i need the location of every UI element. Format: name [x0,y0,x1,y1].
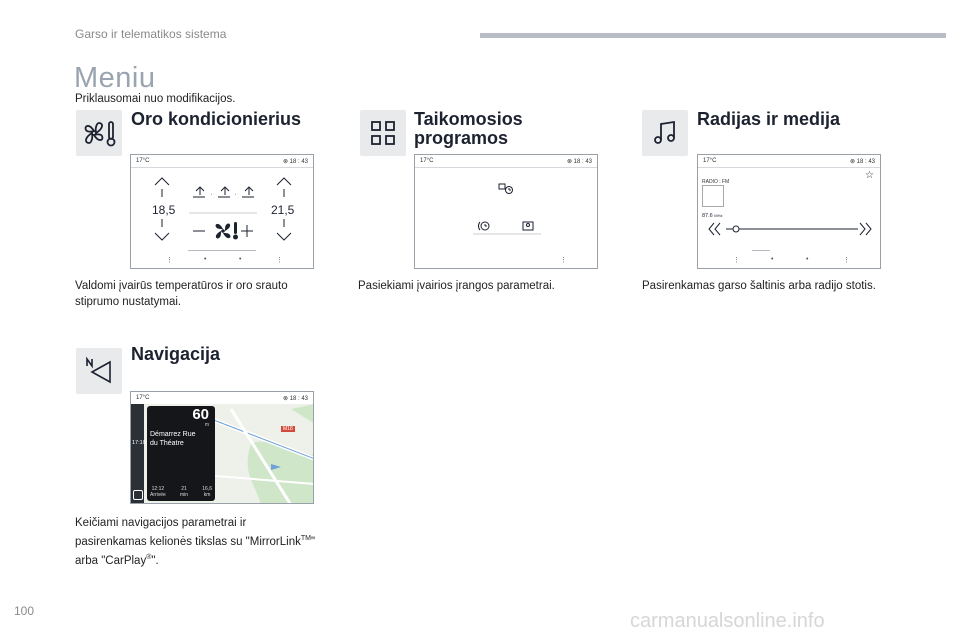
apps-description: Pasiekiami įvairios įrangos parametrai. [358,280,555,292]
contacts-icon [523,222,533,230]
clock: 18 : 43 [289,159,308,165]
outside-temperature: 17°C [420,158,434,164]
duration-label: min [180,492,189,498]
music-note-icon [652,120,678,146]
page-number: 100 [14,604,35,618]
slider-knob [733,226,739,232]
apps-screen [414,154,598,269]
nav-desc-line2 [75,531,355,550]
radio-band: RADIO : FM [702,179,730,185]
temp-right-up-icon [277,178,291,185]
radio-section-title: Radijas ir medija [697,109,841,129]
nav-dot: • [771,256,774,263]
apps-title-line1: Taikomosios [414,109,523,129]
gps-icon: ⊗ [282,159,288,165]
page-subtitle: Priklausomai nuo modifikacijos. [75,93,236,105]
outside-temperature: 17°C [136,158,150,164]
nav-desc-line3-text: arba "CarPlay [75,554,147,567]
climate-description: Valdomi įvairūs temperatūros ir oro srauto stiprumo nustatymai. [75,280,288,308]
carplay-home-button[interactable] [133,490,143,500]
watermark: carmanualsonline.info [630,610,825,632]
eta-value: 12:12 [151,486,165,492]
station-artwork [702,185,724,207]
radio-screen [697,154,881,269]
registered-mark: ® [146,553,152,561]
airflow-feet-icon [218,187,230,197]
turn-instruction-card [147,406,215,501]
temp-left-up-icon [155,178,169,185]
airflow-windshield-icon [242,187,254,197]
apps-section-title [414,110,523,148]
nav-dot: ⋮ [843,257,850,264]
climate-section-title: Oro kondicionierius [131,109,302,129]
temp-left-down-icon [155,233,169,240]
seek-forward-icon [860,223,871,235]
radio-unit: MHz [714,213,723,218]
radio-frequency: 87.6 [702,213,713,219]
nav-dot: ⋮ [276,257,283,264]
turn-distance-unit: m [204,422,209,428]
carplay-sidebar [131,404,144,503]
clock: 18 : 43 [289,396,308,402]
nav-desc-line2-text: pasirenkamas kelionės tikslas su "MirrorLink [75,535,301,548]
turn-street [150,430,196,448]
compass-arrow-icon [84,356,114,386]
temp-left-value: 18,5 [152,203,176,217]
temp-right-value: 21,5 [271,203,295,217]
outside-temperature: 17°C [703,158,717,164]
eta-label: Arrivée [150,492,166,498]
outside-temperature: 17°C [136,395,150,401]
navigation-section-icon [76,348,122,394]
navigation-screen [130,391,314,504]
gps-icon: ⊗ [566,159,572,165]
distance-label: km [203,492,211,498]
grid-icon [370,120,396,146]
svg-text:•: • [211,192,213,196]
radio-description: Pasirenkamas garso šaltinis arba radijo stotis. [642,280,876,292]
airflow-face-icon [193,187,205,197]
nav-desc-line3 [75,550,355,569]
climate-screen [130,154,314,269]
turn-distance: 60 [192,406,209,423]
vehicle-settings-icon [499,184,513,194]
nav-dot: ⋮ [166,257,173,264]
carplay-clock: 17:10 [132,440,146,446]
road-badge: M18 [283,426,293,432]
radio-section-icon [642,110,688,156]
seek-back-icon [709,223,720,235]
page-title: Meniu [74,62,156,94]
fan-thermometer-icon [81,118,117,148]
duration-value: 21 [181,486,187,492]
climate-section-icon [76,110,122,156]
nav-dot: ⋮ [560,257,567,264]
nav-dot: ⋮ [733,257,740,264]
apps-content[interactable] [415,167,598,257]
trip-summary [150,486,212,498]
favorite-star-icon[interactable]: ☆ [865,170,874,181]
gps-icon: ⊗ [849,159,855,165]
temp-right-down-icon [277,233,291,240]
chapter-header: Garso ir telematikos sistema [75,27,227,41]
apps-title-line2: programos [414,128,509,148]
street-line1: Démarrez Rue [150,431,196,438]
navigation-description [75,515,355,569]
connected-services-icon [478,222,489,230]
nav-desc-line2-end: " [310,535,316,548]
distance-value: 16,6 [202,486,212,492]
navigation-section-title: Navigacija [131,344,221,364]
nav-dot: • [806,256,809,263]
fan-icon [216,222,238,240]
nav-dot: • [204,256,207,263]
clock: 18 : 43 [856,159,875,165]
nav-desc-line3-end: ". [151,554,159,567]
apps-section-icon [360,110,406,156]
clock: 18 : 43 [573,159,592,165]
svg-text:•: • [235,192,237,196]
nav-desc-line1: Keičiami navigacijos parametrai ir [75,517,247,529]
street-line2: du Théatre [150,440,184,447]
gps-icon: ⊗ [282,396,288,402]
header-bar [480,33,946,38]
frequency-slider[interactable] [698,219,881,239]
trademark-mark: TM [300,535,311,542]
nav-dot: • [239,256,242,263]
